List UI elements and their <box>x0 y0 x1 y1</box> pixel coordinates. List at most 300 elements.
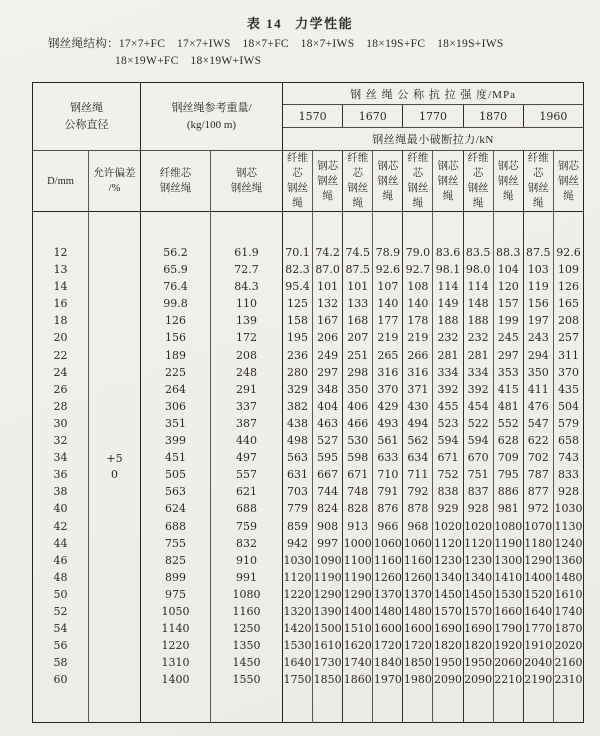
diameter-value: 44 <box>53 536 68 550</box>
breaking-force-value: 316 <box>403 364 433 381</box>
header-1960-fiber-core: 纤维芯 钢丝绳 <box>523 151 553 212</box>
breaking-force-value: 547 <box>523 415 553 432</box>
breaking-force-value: 1060 <box>403 535 433 552</box>
breaking-force-value: 392 <box>433 381 463 398</box>
header-nominal-diameter <box>33 83 141 151</box>
weight-steel-value: 910 <box>211 552 283 569</box>
header-weight-steel-core: 钢芯 钢丝绳 <box>211 151 283 212</box>
diameter-value: 36 <box>53 468 68 482</box>
breaking-force-value: 126 <box>553 278 583 295</box>
breaking-force-value: 1480 <box>373 603 403 620</box>
tolerance-minus: 0 <box>111 468 118 482</box>
header-tolerance <box>89 151 141 212</box>
breaking-force-value: 120 <box>493 278 523 295</box>
breaking-force-value: 1620 <box>343 637 373 654</box>
breaking-force-value: 1720 <box>403 637 433 654</box>
weight-steel-value: 337 <box>211 398 283 415</box>
breaking-force-value: 353 <box>493 364 523 381</box>
breaking-force-value: 1230 <box>463 552 493 569</box>
header-tolerance-line1: 允许偏差 <box>93 168 136 179</box>
breaking-force-value: 207 <box>343 329 373 346</box>
weight-fiber-value: 563 <box>141 483 211 500</box>
breaking-force-value: 371 <box>403 381 433 398</box>
table-caption <box>0 13 600 32</box>
diameter-value: 22 <box>53 348 68 362</box>
breaking-force-value: 188 <box>433 312 463 329</box>
weight-fiber-value: 451 <box>141 449 211 466</box>
breaking-force-value: 92.7 <box>403 261 433 278</box>
weight-steel-value: 832 <box>211 535 283 552</box>
tolerance-plus: +5 <box>106 452 123 466</box>
diameter-value: 26 <box>53 382 68 396</box>
breaking-force-value: 530 <box>343 432 373 449</box>
breaking-force-value: 114 <box>433 278 463 295</box>
weight-fiber-value: 56.2 <box>141 212 211 262</box>
breaking-force-value: 1910 <box>523 637 553 654</box>
tolerance-value <box>89 212 141 723</box>
breaking-force-value: 125 <box>283 295 313 312</box>
breaking-force-value: 294 <box>523 347 553 364</box>
breaking-force-value: 2020 <box>553 637 583 654</box>
breaking-force-value: 1190 <box>313 569 343 586</box>
header-weight-line1: 钢丝绳参考重量/ <box>171 101 252 114</box>
breaking-force-value: 634 <box>403 449 433 466</box>
weight-steel-value: 497 <box>211 449 283 466</box>
weight-steel-value: 61.9 <box>211 212 283 262</box>
breaking-force-value: 92.6 <box>373 261 403 278</box>
breaking-force-value: 968 <box>403 518 433 535</box>
breaking-force-value: 1750 <box>283 671 313 723</box>
weight-fiber-value: 755 <box>141 535 211 552</box>
breaking-force-value: 411 <box>523 381 553 398</box>
breaking-force-value: 251 <box>343 347 373 364</box>
breaking-force-value: 522 <box>463 415 493 432</box>
breaking-force-value: 236 <box>283 347 313 364</box>
header-diameter-line2: 公称直径 <box>64 118 109 131</box>
breaking-force-value: 158 <box>283 312 313 329</box>
breaking-force-value: 1600 <box>373 620 403 637</box>
breaking-force-value: 2090 <box>433 671 463 723</box>
breaking-force-value: 579 <box>553 415 583 432</box>
breaking-force-value: 219 <box>373 329 403 346</box>
weight-steel-value: 1080 <box>211 586 283 603</box>
diameter-value: 13 <box>53 263 68 277</box>
breaking-force-value: 791 <box>373 483 403 500</box>
breaking-force-value: 595 <box>313 449 343 466</box>
breaking-force-value: 562 <box>403 432 433 449</box>
breaking-force-value: 297 <box>493 347 523 364</box>
diameter-value: 50 <box>53 587 68 601</box>
diameter-value: 18 <box>53 314 68 328</box>
breaking-force-value: 1690 <box>433 620 463 637</box>
diameter-value: 34 <box>53 451 68 465</box>
breaking-force-value: 481 <box>493 398 523 415</box>
breaking-force-value: 1740 <box>343 654 373 671</box>
breaking-force-value: 1320 <box>283 603 313 620</box>
breaking-force-value: 667 <box>313 466 343 483</box>
breaking-force-value: 1820 <box>433 637 463 654</box>
breaking-force-value: 87.0 <box>313 261 343 278</box>
header-grade-1770: 1770 <box>403 105 463 128</box>
breaking-force-value: 92.6 <box>553 212 583 262</box>
breaking-force-value: 167 <box>313 312 343 329</box>
breaking-force-value: 334 <box>433 364 463 381</box>
breaking-force-value: 104 <box>493 261 523 278</box>
breaking-force-value: 243 <box>523 329 553 346</box>
breaking-force-value: 87.5 <box>343 261 373 278</box>
header-row-subcolumns <box>33 151 584 212</box>
weight-fiber-value: 351 <box>141 415 211 432</box>
breaking-force-value: 671 <box>433 449 463 466</box>
breaking-force-value: 633 <box>373 449 403 466</box>
breaking-force-value: 98.1 <box>433 261 463 278</box>
weight-fiber-value: 688 <box>141 518 211 535</box>
weight-fiber-value: 1220 <box>141 637 211 654</box>
weight-fiber-value: 99.8 <box>141 295 211 312</box>
breaking-force-value: 1690 <box>463 620 493 637</box>
breaking-force-value: 966 <box>373 518 403 535</box>
breaking-force-value: 2090 <box>463 671 493 723</box>
diameter-value: 20 <box>53 331 68 345</box>
breaking-force-value: 1860 <box>343 671 373 723</box>
header-weight-line2: (kg/100 m) <box>186 118 237 131</box>
breaking-force-value: 1180 <box>523 535 553 552</box>
breaking-force-value: 1840 <box>373 654 403 671</box>
breaking-force-value: 1240 <box>553 535 583 552</box>
breaking-force-value: 498 <box>283 432 313 449</box>
breaking-force-value: 1370 <box>403 586 433 603</box>
breaking-force-value: 709 <box>493 449 523 466</box>
breaking-force-value: 527 <box>313 432 343 449</box>
breaking-force-value: 1160 <box>403 552 433 569</box>
breaking-force-value: 476 <box>523 398 553 415</box>
weight-steel-value: 1450 <box>211 654 283 671</box>
breaking-force-value: 82.3 <box>283 261 313 278</box>
weight-fiber-value: 1310 <box>141 654 211 671</box>
diameter-value: 12 <box>53 246 68 259</box>
breaking-force-value: 1730 <box>313 654 343 671</box>
breaking-force-value: 1300 <box>493 552 523 569</box>
breaking-force-value: 281 <box>433 347 463 364</box>
diameter-value: 56 <box>53 639 68 653</box>
breaking-force-value: 942 <box>283 535 313 552</box>
breaking-force-value: 429 <box>373 398 403 415</box>
weight-fiber-value: 825 <box>141 552 211 569</box>
weight-steel-value: 387 <box>211 415 283 432</box>
breaking-force-value: 79.0 <box>403 212 433 262</box>
breaking-force-value: 824 <box>313 500 343 517</box>
breaking-force-value: 177 <box>373 312 403 329</box>
table-number: 表 14 <box>246 16 283 31</box>
breaking-force-value: 703 <box>283 483 313 500</box>
weight-steel-value: 440 <box>211 432 283 449</box>
breaking-force-value: 1480 <box>553 569 583 586</box>
breaking-force-value: 1260 <box>373 569 403 586</box>
structure-line-1 <box>48 36 580 53</box>
breaking-force-value: 792 <box>403 483 433 500</box>
weight-steel-value: 1350 <box>211 637 283 654</box>
weight-fiber-value: 189 <box>141 347 211 364</box>
weight-steel-value: 139 <box>211 312 283 329</box>
diameter-value: 60 <box>53 673 68 687</box>
breaking-force-value: 1850 <box>313 671 343 723</box>
breaking-force-value: 710 <box>373 466 403 483</box>
breaking-force-value: 280 <box>283 364 313 381</box>
breaking-force-value: 197 <box>523 312 553 329</box>
breaking-force-value: 74.2 <box>313 212 343 262</box>
breaking-force-value: 348 <box>313 381 343 398</box>
breaking-force-value: 598 <box>343 449 373 466</box>
breaking-force-value: 744 <box>313 483 343 500</box>
breaking-force-value: 2210 <box>493 671 523 723</box>
breaking-force-value: 913 <box>343 518 373 535</box>
breaking-force-value: 622 <box>523 432 553 449</box>
breaking-force-value: 493 <box>373 415 403 432</box>
weight-fiber-value: 899 <box>141 569 211 586</box>
breaking-force-value: 132 <box>313 295 343 312</box>
breaking-force-value: 1400 <box>343 603 373 620</box>
breaking-force-value: 199 <box>493 312 523 329</box>
weight-fiber-value: 505 <box>141 466 211 483</box>
weight-steel-value: 688 <box>211 500 283 517</box>
breaking-force-value: 631 <box>283 466 313 483</box>
header-d-mm: D/mm <box>33 151 89 212</box>
weight-steel-value: 759 <box>211 518 283 535</box>
breaking-force-value: 298 <box>343 364 373 381</box>
breaking-force-value: 523 <box>433 415 463 432</box>
breaking-force-value: 208 <box>553 312 583 329</box>
diameter-value: 14 <box>53 280 68 294</box>
weight-steel-value: 248 <box>211 364 283 381</box>
diameter-value: 40 <box>53 502 68 516</box>
breaking-force-value: 1450 <box>433 586 463 603</box>
breaking-force-value: 752 <box>433 466 463 483</box>
breaking-force-value: 1340 <box>433 569 463 586</box>
breaking-force-value: 743 <box>553 449 583 466</box>
header-grade-1960: 1960 <box>523 105 583 128</box>
breaking-force-value: 1190 <box>493 535 523 552</box>
breaking-force-value: 83.5 <box>463 212 493 262</box>
breaking-force-value: 140 <box>373 295 403 312</box>
breaking-force-value: 206 <box>313 329 343 346</box>
breaking-force-value: 594 <box>463 432 493 449</box>
breaking-force-value: 1070 <box>523 518 553 535</box>
breaking-force-value: 334 <box>463 364 493 381</box>
weight-fiber-value: 156 <box>141 329 211 346</box>
breaking-force-value: 1290 <box>343 586 373 603</box>
breaking-force-value: 563 <box>283 449 313 466</box>
weight-steel-value: 991 <box>211 569 283 586</box>
weight-steel-value: 110 <box>211 295 283 312</box>
mechanical-properties-table <box>32 82 584 723</box>
breaking-force-value: 928 <box>463 500 493 517</box>
weight-fiber-value: 624 <box>141 500 211 517</box>
weight-fiber-value: 1050 <box>141 603 211 620</box>
breaking-force-value: 415 <box>493 381 523 398</box>
breaking-force-value: 168 <box>343 312 373 329</box>
breaking-force-value: 430 <box>403 398 433 415</box>
breaking-force-value: 404 <box>313 398 343 415</box>
breaking-force-value: 1740 <box>553 603 583 620</box>
breaking-force-value: 2160 <box>553 654 583 671</box>
breaking-force-value: 1970 <box>373 671 403 723</box>
breaking-force-value: 114 <box>463 278 493 295</box>
breaking-force-value: 2310 <box>553 671 583 723</box>
breaking-force-value: 156 <box>523 295 553 312</box>
breaking-force-value: 787 <box>523 466 553 483</box>
breaking-force-value: 670 <box>463 449 493 466</box>
breaking-force-value: 103 <box>523 261 553 278</box>
breaking-force-value: 504 <box>553 398 583 415</box>
breaking-force-value: 119 <box>523 278 553 295</box>
header-grade-1870: 1870 <box>463 105 523 128</box>
breaking-force-value: 552 <box>493 415 523 432</box>
breaking-force-value: 2040 <box>523 654 553 671</box>
weight-fiber-value: 1140 <box>141 620 211 637</box>
breaking-force-value: 1570 <box>433 603 463 620</box>
breaking-force-value: 1120 <box>283 569 313 586</box>
weight-steel-value: 621 <box>211 483 283 500</box>
weight-fiber-value: 1400 <box>141 671 211 723</box>
breaking-force-value: 1870 <box>553 620 583 637</box>
breaking-force-value: 1920 <box>493 637 523 654</box>
table-title: 力学性能 <box>295 16 354 31</box>
breaking-force-value: 1030 <box>283 552 313 569</box>
header-1870-steel-core: 钢芯 钢丝绳 <box>493 151 523 212</box>
header-1670-fiber-core: 纤维芯 钢丝绳 <box>343 151 373 212</box>
breaking-force-value: 1120 <box>463 535 493 552</box>
breaking-force-value: 98.0 <box>463 261 493 278</box>
breaking-force-value: 1100 <box>343 552 373 569</box>
breaking-force-value: 972 <box>523 500 553 517</box>
header-1870-fiber-core: 纤维芯 钢丝绳 <box>463 151 493 212</box>
weight-fiber-value: 306 <box>141 398 211 415</box>
diameter-value: 48 <box>53 570 68 584</box>
breaking-force-value: 1450 <box>463 586 493 603</box>
breaking-force-value: 107 <box>373 278 403 295</box>
breaking-force-value: 392 <box>463 381 493 398</box>
breaking-force-value: 1190 <box>343 569 373 586</box>
breaking-force-value: 316 <box>373 364 403 381</box>
breaking-force-value: 838 <box>433 483 463 500</box>
breaking-force-value: 2190 <box>523 671 553 723</box>
diameter-value: 16 <box>53 297 68 311</box>
breaking-force-value: 406 <box>343 398 373 415</box>
breaking-force-value: 1640 <box>283 654 313 671</box>
weight-steel-value: 291 <box>211 381 283 398</box>
breaking-force-value: 1520 <box>523 586 553 603</box>
weight-steel-value: 1550 <box>211 671 283 723</box>
breaking-force-value: 1530 <box>283 637 313 654</box>
breaking-force-value: 232 <box>463 329 493 346</box>
breaking-force-value: 133 <box>343 295 373 312</box>
breaking-force-value: 928 <box>553 483 583 500</box>
breaking-force-value: 1410 <box>493 569 523 586</box>
header-diameter-line1: 钢丝绳 <box>70 101 103 114</box>
breaking-force-value: 245 <box>493 329 523 346</box>
breaking-force-value: 178 <box>403 312 433 329</box>
breaking-force-value: 1500 <box>313 620 343 637</box>
diameter-value: 54 <box>53 622 68 636</box>
breaking-force-value: 1950 <box>463 654 493 671</box>
breaking-force-value: 1220 <box>283 586 313 603</box>
breaking-force-value: 1640 <box>523 603 553 620</box>
breaking-force-value: 1980 <box>403 671 433 723</box>
breaking-force-value: 466 <box>343 415 373 432</box>
breaking-force-value: 828 <box>343 500 373 517</box>
breaking-force-value: 311 <box>553 347 583 364</box>
breaking-force-value: 1790 <box>493 620 523 637</box>
diameter-value: 46 <box>53 553 68 567</box>
weight-steel-value: 1250 <box>211 620 283 637</box>
breaking-force-value: 1370 <box>373 586 403 603</box>
weight-fiber-value: 126 <box>141 312 211 329</box>
header-breaking-force-title: 钢丝绳最小破断拉力/kN <box>283 128 584 151</box>
breaking-force-value: 1610 <box>553 586 583 603</box>
breaking-force-value: 886 <box>493 483 523 500</box>
breaking-force-value: 1600 <box>403 620 433 637</box>
breaking-force-value: 2060 <box>493 654 523 671</box>
diameter-value: 52 <box>53 604 68 618</box>
breaking-force-value: 1480 <box>403 603 433 620</box>
header-grade-1570: 1570 <box>283 105 343 128</box>
breaking-force-value: 658 <box>553 432 583 449</box>
weight-steel-value: 72.7 <box>211 261 283 278</box>
header-grade-1670: 1670 <box>343 105 403 128</box>
breaking-force-value: 997 <box>313 535 343 552</box>
header-1570-steel-core: 钢芯 钢丝绳 <box>313 151 343 212</box>
breaking-force-value: 74.5 <box>343 212 373 262</box>
breaking-force-value: 1570 <box>463 603 493 620</box>
rope-structure-note <box>48 36 580 70</box>
diameter-value: 24 <box>53 365 68 379</box>
breaking-force-value: 140 <box>403 295 433 312</box>
weight-steel-value: 208 <box>211 347 283 364</box>
breaking-force-value: 95.4 <box>283 278 313 295</box>
breaking-force-value: 232 <box>433 329 463 346</box>
header-tolerance-line2: /% <box>108 183 121 194</box>
breaking-force-value: 751 <box>463 466 493 483</box>
breaking-force-value: 435 <box>553 381 583 398</box>
breaking-force-value: 1160 <box>373 552 403 569</box>
breaking-force-value: 148 <box>463 295 493 312</box>
breaking-force-value: 350 <box>523 364 553 381</box>
breaking-force-value: 195 <box>283 329 313 346</box>
diameter-value: 38 <box>53 485 68 499</box>
breaking-force-value: 165 <box>553 295 583 312</box>
diameter-value: 30 <box>53 416 68 430</box>
breaking-force-value: 1850 <box>403 654 433 671</box>
breaking-force-value: 83.6 <box>433 212 463 262</box>
breaking-force-value: 628 <box>493 432 523 449</box>
breaking-force-value: 878 <box>403 500 433 517</box>
breaking-force-value: 1000 <box>343 535 373 552</box>
header-1670-steel-core: 钢芯 钢丝绳 <box>373 151 403 212</box>
breaking-force-value: 876 <box>373 500 403 517</box>
breaking-force-value: 438 <box>283 415 313 432</box>
breaking-force-value: 1030 <box>553 500 583 517</box>
breaking-force-value: 454 <box>463 398 493 415</box>
weight-fiber-value: 264 <box>141 381 211 398</box>
breaking-force-value: 219 <box>403 329 433 346</box>
weight-steel-value: 1160 <box>211 603 283 620</box>
breaking-force-value: 494 <box>403 415 433 432</box>
breaking-force-value: 1610 <box>313 637 343 654</box>
breaking-force-value: 88.3 <box>493 212 523 262</box>
breaking-force-value: 981 <box>493 500 523 517</box>
breaking-force-value: 711 <box>403 466 433 483</box>
breaking-force-value: 1290 <box>523 552 553 569</box>
